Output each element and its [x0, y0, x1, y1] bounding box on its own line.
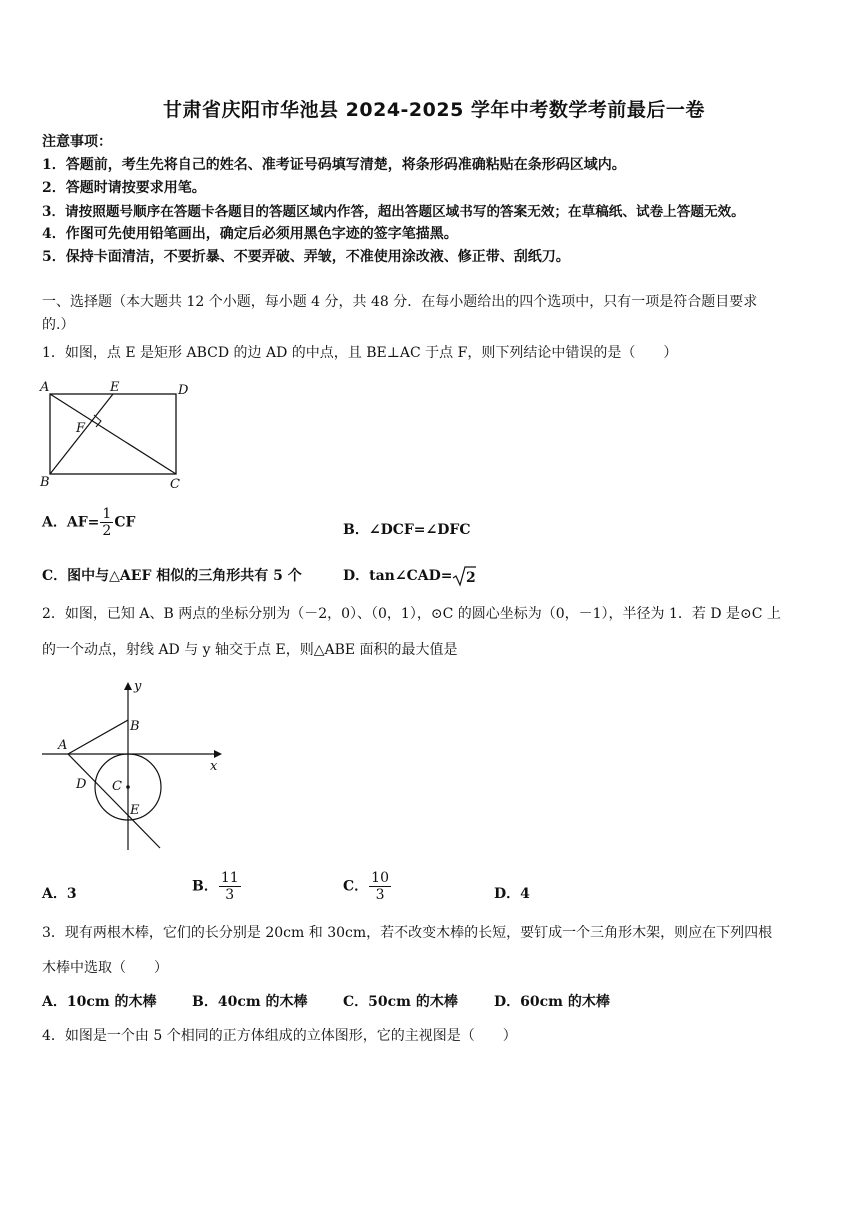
q3-option-b: B．40cm 的木棒 [192, 994, 308, 1010]
q2-segment-ab [68, 720, 128, 754]
note-item-3: 3．请按照题号顺序在答题卡各题目的答题区域内作答，超出答题区域书写的答案无效；在草稿纸、试卷上答题无效。 [42, 204, 745, 220]
q4-stem: 4．如图是一个由 5 个相同的正方体组成的立体图形，它的主视图是（ ） [42, 1028, 517, 1044]
q1-label-b: B [40, 475, 50, 490]
q2-label-x: x [210, 759, 218, 774]
q1-label-f: F [76, 421, 86, 436]
note-item-4: 4．作图可先使用铅笔画出，确定后必须用黑色字迹的签字笔描黑。 [42, 226, 458, 242]
q2-option-b-fraction: $\frac{11}{3}$ [220, 870, 239, 903]
q2-option-c-fraction: $\frac{10}{3}$ [371, 870, 389, 903]
q3-stem-line2: 木棒中选取（ ） [42, 960, 168, 976]
q2-x-arrow [214, 750, 222, 758]
q2-option-c: C． $\frac{10}{3}$ [343, 870, 389, 903]
sqrt-sign-icon [452, 565, 476, 587]
q3-stem-line1: 3．现有两根木棒，它们的长分别是 20cm 和 30cm，若不改变木棒的长短，要钉成一个三角形木架，则应在下列四根 [42, 925, 773, 941]
q1-option-a: A．AF= $\frac{1}{2}$ CF [42, 506, 136, 539]
q2-label-c: C [112, 779, 122, 794]
q1-rectangle-figure [38, 378, 196, 496]
q2-label-y: y [134, 679, 142, 694]
q2-label-a: A [58, 738, 68, 753]
q1-option-d-sqrt [452, 565, 476, 587]
q2-coordinate-figure [38, 676, 228, 854]
q2-ray-ad [68, 754, 160, 848]
q2-option-a: A．3 [42, 886, 77, 902]
q1-label-e: E [110, 380, 120, 395]
q1-option-c: C．图中与△AEF 相似的三角形共有 5 个 [42, 568, 302, 584]
note-item-5: 5．保持卡面清洁，不要折暴、不要弄破、弄皱，不准使用涂改液、修正带、刮纸刀。 [42, 249, 570, 265]
q1-label-d: D [178, 383, 189, 398]
q2-label-d: D [76, 777, 87, 792]
q2-y-arrow [124, 682, 132, 690]
exam-title: 甘肃省庆阳市华池县 2024-2025 学年中考数学考前最后一卷 [163, 99, 705, 121]
note-item-2: 2．答题时请按要求用笔。 [42, 180, 206, 196]
notes-heading: 注意事项： [42, 134, 112, 150]
q2-option-d: D．4 [494, 886, 530, 902]
q2-center-dot [126, 785, 130, 789]
q3-option-d: D．60cm 的木棒 [494, 994, 610, 1010]
q1-option-d: D．tan∠CAD= 2 [343, 565, 476, 587]
q2-stem-line2: 的一个动点，射线 AD 与 y 轴交于点 E，则△ABE 面积的最大值是 [42, 642, 458, 658]
svg-text:2: 2 [466, 570, 477, 586]
section-heading-line1: 一、选择题（本大题共 12 个小题，每小题 4 分，共 48 分．在每小题给出的四个选项中，只有一项是符合题目要求 [42, 294, 758, 310]
q3-option-a: A．10cm 的木棒 [42, 994, 157, 1010]
q2-label-e: E [130, 803, 140, 818]
q2-option-b: B． $\frac{11}{3}$ [192, 870, 239, 903]
q1-label-c: C [170, 477, 180, 492]
section-heading-line2: 的.） [42, 317, 75, 333]
q2-label-b: B [130, 719, 140, 734]
q3-option-c: C．50cm 的木棒 [343, 994, 458, 1010]
q1-diagonal-ac [50, 394, 176, 474]
q1-option-b: B．∠DCF=∠DFC [343, 522, 471, 538]
q1-option-a-fraction: $\frac{1}{2}$ [102, 506, 112, 539]
q1-stem: 1．如图，点 E 是矩形 ABCD 的边 AD 的中点，且 BE⊥AC 于点 F，则下列结论中错误的是（ ） [42, 345, 678, 361]
note-item-1: 1．答题前，考生先将自己的姓名、准考证号码填写清楚，将条形码准确粘贴在条形码区域内。 [42, 157, 626, 173]
q2-stem-line1: 2．如图，已知 A、B 两点的坐标分别为（－2，0）、（0，1），⊙C 的圆心坐标为（0，－1），半径为 1．若 D 是⊙C 上 [42, 606, 781, 622]
q1-label-a: A [40, 380, 50, 395]
